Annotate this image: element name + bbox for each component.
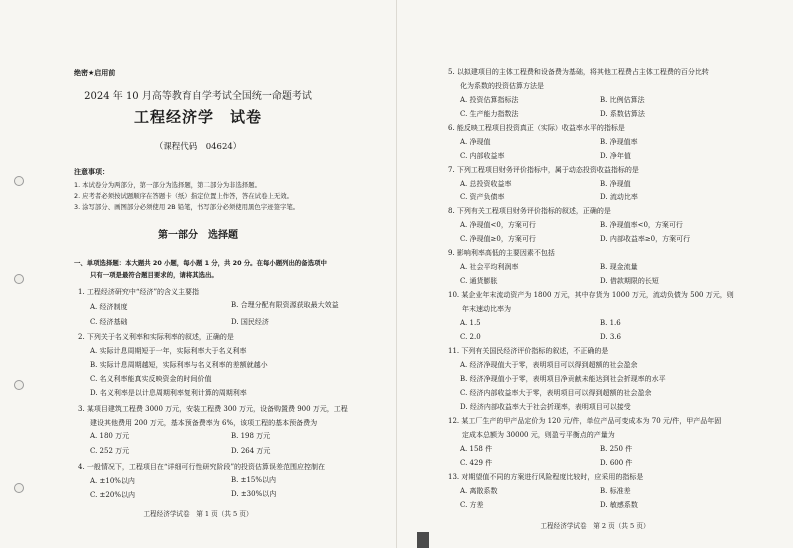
note-item-1: 1. 本试卷分为两部分，第一部分为选择题，第二部分为非选择题。 — [74, 181, 262, 189]
question-4-stem: 4. 一般情况下，工程项目在“详细可行性研究阶段”的投资估算误差范围应控制在 — [78, 463, 326, 471]
page-footer-left: 工程经济学试卷 第 1 页（共 5 页） — [143, 510, 253, 518]
question-8-option-c: C. 净现值≥0，方案可行 — [460, 235, 536, 243]
question-3-option-d: D. 264 万元 — [231, 447, 271, 455]
question-3-option-c: C. 252 万元 — [90, 447, 130, 455]
question-5-stem-line-1: 5. 以拟建项目的主体工程费和设备费为基础，将其他工程费占主体工程费的百分比转 — [448, 68, 709, 76]
question-10-stem-line-1: 10. 某企业年末流动资产为 1800 万元，其中存货为 1000 万元，流动负债为 500 万元，则 — [448, 291, 734, 299]
question-13-stem: 13. 对期望值不同的方案进行风险程度比较时，应采用的指标是 — [448, 473, 644, 481]
question-9-option-c: C. 通货膨胀 — [460, 277, 498, 285]
question-5-option-d: D. 系数估算法 — [600, 110, 645, 118]
question-1-stem: 1. 工程经济研究中“经济”的含义主要指 — [78, 288, 200, 296]
question-5-option-a: A. 投资估算指标法 — [460, 96, 519, 104]
question-12-option-a: A. 158 件 — [460, 445, 493, 453]
question-8-option-a: A. 净现值<0，方案可行 — [460, 221, 536, 229]
question-7-option-b: B. 净现值 — [600, 180, 631, 188]
question-13-option-a: A. 离散系数 — [460, 487, 498, 495]
binding-hole-icon — [14, 176, 24, 186]
instructions-line-1: 一、单项选择题：本大题共 20 小题，每小题 1 分，共 20 分。在每小题列出的备选项中 — [74, 259, 327, 267]
question-9-option-d: D. 借款期限的长短 — [600, 277, 659, 285]
question-3-option-b: B. 198 万元 — [231, 432, 271, 440]
binding-hole-icon — [14, 380, 24, 390]
question-10-option-a: A. 1.5 — [460, 319, 481, 327]
question-3-stem-line-2: 建设其他费用 200 万元，基本预备费率为 6%，该项工程的基本预备费为 — [90, 419, 318, 427]
question-7-option-a: A. 总投资收益率 — [460, 180, 512, 188]
subject-title: 工程经济学 试卷 — [133, 108, 262, 126]
question-2-stem: 2. 下列关于名义利率和实际利率的叙述，正确的是 — [78, 333, 234, 341]
page-fold — [396, 0, 397, 548]
scan-registration-mark — [417, 532, 429, 548]
question-8-option-b: B. 净现值率<0，方案可行 — [600, 221, 683, 229]
question-5-stem-line-2: 化为系数的投资估算方法是 — [460, 82, 544, 90]
question-1-option-a: A. 经济制度 — [90, 303, 128, 311]
question-13-option-d: D. 敏感系数 — [600, 501, 638, 509]
question-9-stem: 9. 影响利率高低的主要因素不包括 — [448, 249, 555, 257]
question-9-option-b: B. 现金流量 — [600, 263, 638, 271]
question-1-option-c: C. 经济基础 — [90, 318, 128, 326]
note-item-3: 3. 涂写部分、画图部分必须使用 2B 铅笔，书写部分必须使用黑色字迹签字笔。 — [74, 203, 300, 211]
question-2-option-d: D. 名义利率是以计息周期利率复利计算的周期利率 — [90, 389, 247, 397]
question-8-option-d: D. 内部收益率≥0，方案可行 — [600, 235, 691, 243]
question-10-option-b: B. 1.6 — [600, 319, 621, 327]
notes-heading: 注意事项： — [74, 168, 109, 176]
question-10-option-d: D. 3.6 — [600, 333, 621, 341]
question-12-option-b: B. 250 件 — [600, 445, 633, 453]
question-10-option-c: C. 2.0 — [460, 333, 481, 341]
question-9-option-a: A. 社会平均利润率 — [460, 263, 519, 271]
question-5-option-b: B. 比例估算法 — [600, 96, 645, 104]
exam-page-right — [397, 0, 793, 548]
question-3-stem-line-1: 3. 某项目建筑工程费 3000 万元，安装工程费 300 万元，设备购置费 900 万元，工程 — [78, 405, 348, 413]
question-4-option-a: A. ±10%以内 — [90, 477, 135, 485]
question-6-option-c: C. 内部收益率 — [460, 152, 505, 160]
page-footer-right: 工程经济学试卷 第 2 页（共 5 页） — [540, 522, 650, 530]
question-4-option-b: B. ±15%以内 — [231, 476, 277, 484]
question-6-stem: 6. 能反映工程项目投资真正（实际）收益率水平的指标是 — [448, 124, 625, 132]
question-7-option-d: D. 流动比率 — [600, 193, 638, 201]
question-1-option-b: B. 合理分配有限资源获取最大效益 — [231, 301, 339, 309]
secret-mark: 绝密★启用前 — [74, 69, 116, 77]
question-10-stem-line-2: 年末速动比率为 — [462, 305, 511, 313]
question-12-stem-line-1: 12. 某工厂生产的甲产品定价为 120 元/件，单位产品可变成本为 70 元/件，甲产品年固 — [448, 417, 722, 425]
question-6-option-d: D. 净年值 — [600, 152, 631, 160]
part-one-title: 第一部分 选择题 — [158, 230, 238, 241]
question-11-stem: 11. 下列有关国民经济评价指标的叙述，不正确的是 — [448, 347, 609, 355]
question-11-option-b: B. 经济净现值小于零，表明项目净贡献未能达到社会折现率的水平 — [460, 375, 666, 383]
binding-hole-icon — [14, 274, 24, 284]
question-5-option-c: C. 生产能力指数法 — [460, 110, 519, 118]
question-4-option-d: D. ±30%以内 — [231, 490, 277, 498]
question-6-option-a: A. 净现值 — [460, 138, 491, 146]
question-3-option-a: A. 180 万元 — [90, 432, 130, 440]
question-1-option-d: D. 国民经济 — [231, 318, 269, 326]
question-12-option-c: C. 429 件 — [460, 459, 493, 467]
exam-title: 2024 年 10 月高等教育自学考试全国统一命题考试 — [84, 91, 312, 102]
question-7-option-c: C. 资产负债率 — [460, 193, 505, 201]
note-item-2: 2. 应考者必须按试题顺序在答题卡（纸）指定位置上作答，答在试卷上无效。 — [74, 192, 294, 200]
question-2-option-c: C. 名义利率能真实反映资金的时间价值 — [90, 375, 212, 383]
question-11-option-a: A. 经济净现值大于零，表明项目可以得到超额的社会盈余 — [460, 361, 638, 369]
question-13-option-b: B. 标准差 — [600, 487, 631, 495]
instructions-line-2: 只有一项是最符合题目要求的，请将其选出。 — [90, 271, 218, 279]
question-2-option-a: A. 实际计息周期短于一年，实际利率大于名义利率 — [90, 347, 247, 355]
question-11-option-c: C. 经济内部收益率大于零，表明项目可以得到超额的社会盈余 — [460, 389, 652, 397]
course-code: （课程代码 04624） — [154, 142, 242, 152]
question-12-option-d: D. 600 件 — [600, 459, 633, 467]
binding-hole-icon — [14, 483, 24, 493]
question-8-stem: 8. 下列有关工程项目财务评价指标的叙述，正确的是 — [448, 207, 611, 215]
question-12-stem-line-2: 定成本总额为 30000 元，则盈亏平衡点的产量为 — [462, 431, 615, 439]
question-11-option-d: D. 经济内部收益率大于社会折现率，表明项目可以接受 — [460, 403, 631, 411]
question-7-stem: 7. 下列工程项目财务评价指标中，属于动态投资收益指标的是 — [448, 166, 639, 174]
question-4-option-c: C. ±20%以内 — [90, 491, 135, 499]
question-13-option-c: C. 方差 — [460, 501, 484, 509]
question-6-option-b: B. 净现值率 — [600, 138, 638, 146]
question-2-option-b: B. 实际计息周期越短，实际利率与名义利率的差额就越小 — [90, 361, 268, 369]
